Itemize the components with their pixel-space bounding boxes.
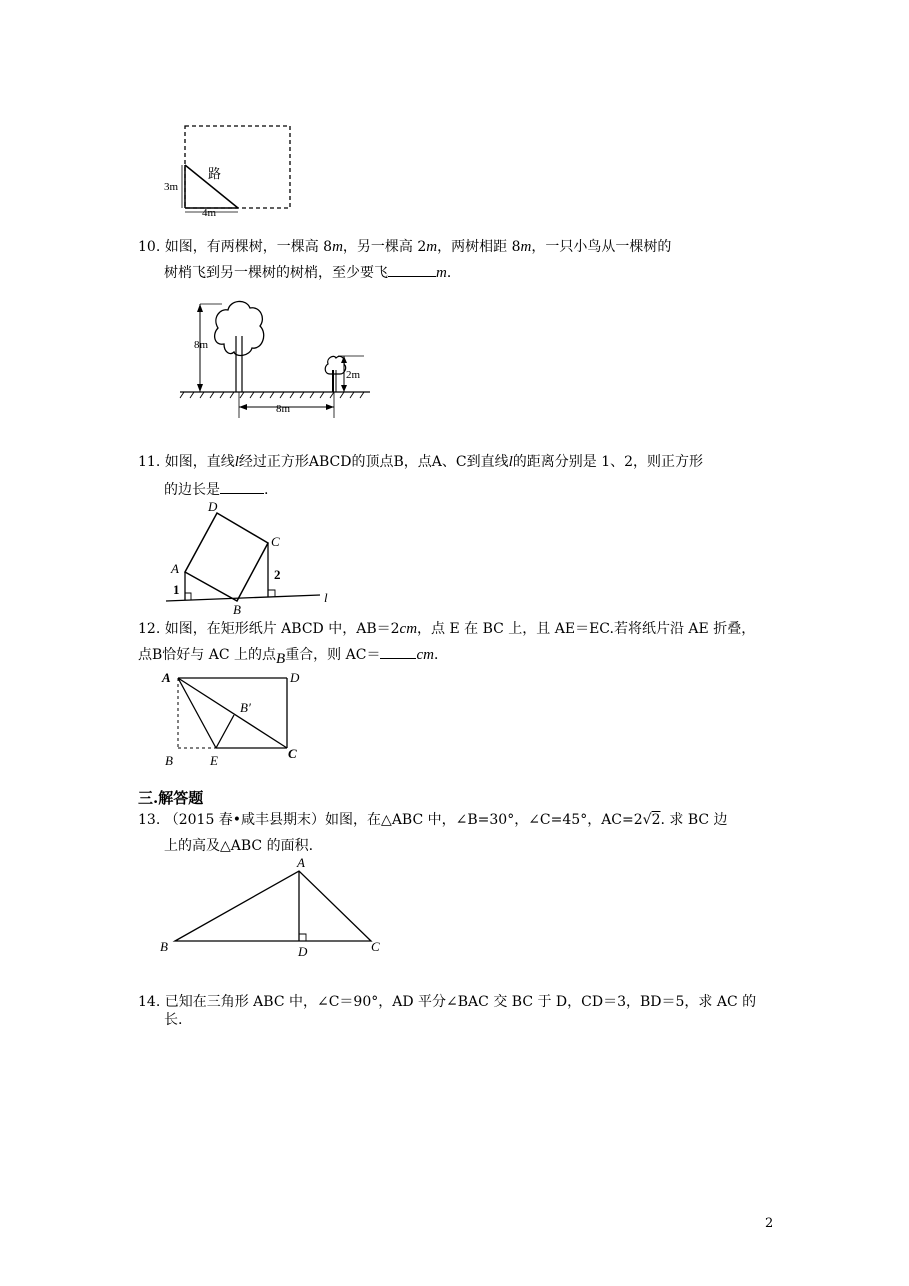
fig13-label-C: C <box>371 939 380 954</box>
q13-number: 13. <box>138 812 161 828</box>
fig12-label-Bp: B′ <box>240 700 251 715</box>
fig13-label-B: B <box>160 939 168 954</box>
fig12-label-A: A <box>162 670 171 685</box>
fig12-label-D: D <box>290 670 300 685</box>
fig13-label-D: D <box>298 944 308 959</box>
fig11-label-B: B <box>233 602 241 617</box>
q14-line2: 长. <box>164 1012 183 1028</box>
fig10-distance: 8m <box>276 403 291 415</box>
fig11-label-1: 1 <box>173 582 180 597</box>
q14-number: 14. <box>138 994 161 1010</box>
fig9-road-label: 路 <box>208 166 222 181</box>
q12-line2: 点B恰好与 AC 上的点B重合，则 AC＝ cm． <box>138 647 448 667</box>
q13-line2: 上的高及△ABC 的面积. <box>164 838 314 854</box>
sqrt-symbol: √ <box>642 812 652 828</box>
fig12-label-C: C <box>288 746 297 761</box>
fig11-label-A: A <box>171 561 179 576</box>
section-header: 三.解答题 <box>138 789 204 807</box>
q11-number: 11. <box>138 454 161 470</box>
fig13-label-A: A <box>297 855 305 870</box>
fig10-height-1: 8m <box>194 339 209 351</box>
q11-line2: 的边长是 . <box>164 482 269 498</box>
figure-q11 <box>160 498 340 616</box>
q12-line1: 12. 如图，在矩形纸片 ABCD 中，AB＝2cm，点 E 在 BC 上，且 AE＝EC.若将纸片沿 AE 折叠， <box>138 621 756 637</box>
q10-line2: 树梢飞到另一棵树的树梢，至少要飞 m． <box>164 265 461 281</box>
fig12-label-E: E <box>210 753 218 768</box>
answer-blank[interactable] <box>220 481 264 494</box>
figure-q13 <box>155 855 395 960</box>
q10-line1: 10. 如图，有两棵树，一棵高 8m，另一棵高 2m，两树相距 8m，一只小鸟从一棵树的 <box>138 239 672 255</box>
fig11-label-C: C <box>271 534 280 549</box>
q14-line1: 14. 已知在三角形 ABC 中，∠C＝90°，AD 平分∠BAC 交 BC 于 D，CD＝3，BD＝5，求 AC 的 <box>138 994 757 1010</box>
q12-number: 12. <box>138 621 161 637</box>
figure-q12 <box>160 668 310 772</box>
fig10-height-2: 2m <box>346 369 361 381</box>
q10-number: 10. <box>138 239 161 255</box>
fig9-height-label: 3m <box>164 181 179 193</box>
fig12-label-B: B <box>165 753 173 768</box>
fig11-label-l: l <box>324 590 328 605</box>
page-number: 2 <box>765 1216 774 1231</box>
answer-blank[interactable] <box>380 646 416 659</box>
fig9-width-label: 4m <box>202 207 217 219</box>
fig11-label-D: D <box>208 499 218 514</box>
q11-line1: 11. 如图，直线l经过正方形ABCD的顶点B，点A、C到直线l的距离分别是 1、2，则正方形 <box>138 454 704 470</box>
figure-q10 <box>180 294 380 420</box>
answer-blank[interactable] <box>388 264 436 277</box>
q13-line1: 13. （2015 春•咸丰县期末）如图，在△ABC 中，∠B=30°，∠C=45°，AC=2√2. 求 BC 边 <box>138 812 728 828</box>
figure-q9 <box>160 120 300 220</box>
fig11-label-2: 2 <box>274 567 281 582</box>
